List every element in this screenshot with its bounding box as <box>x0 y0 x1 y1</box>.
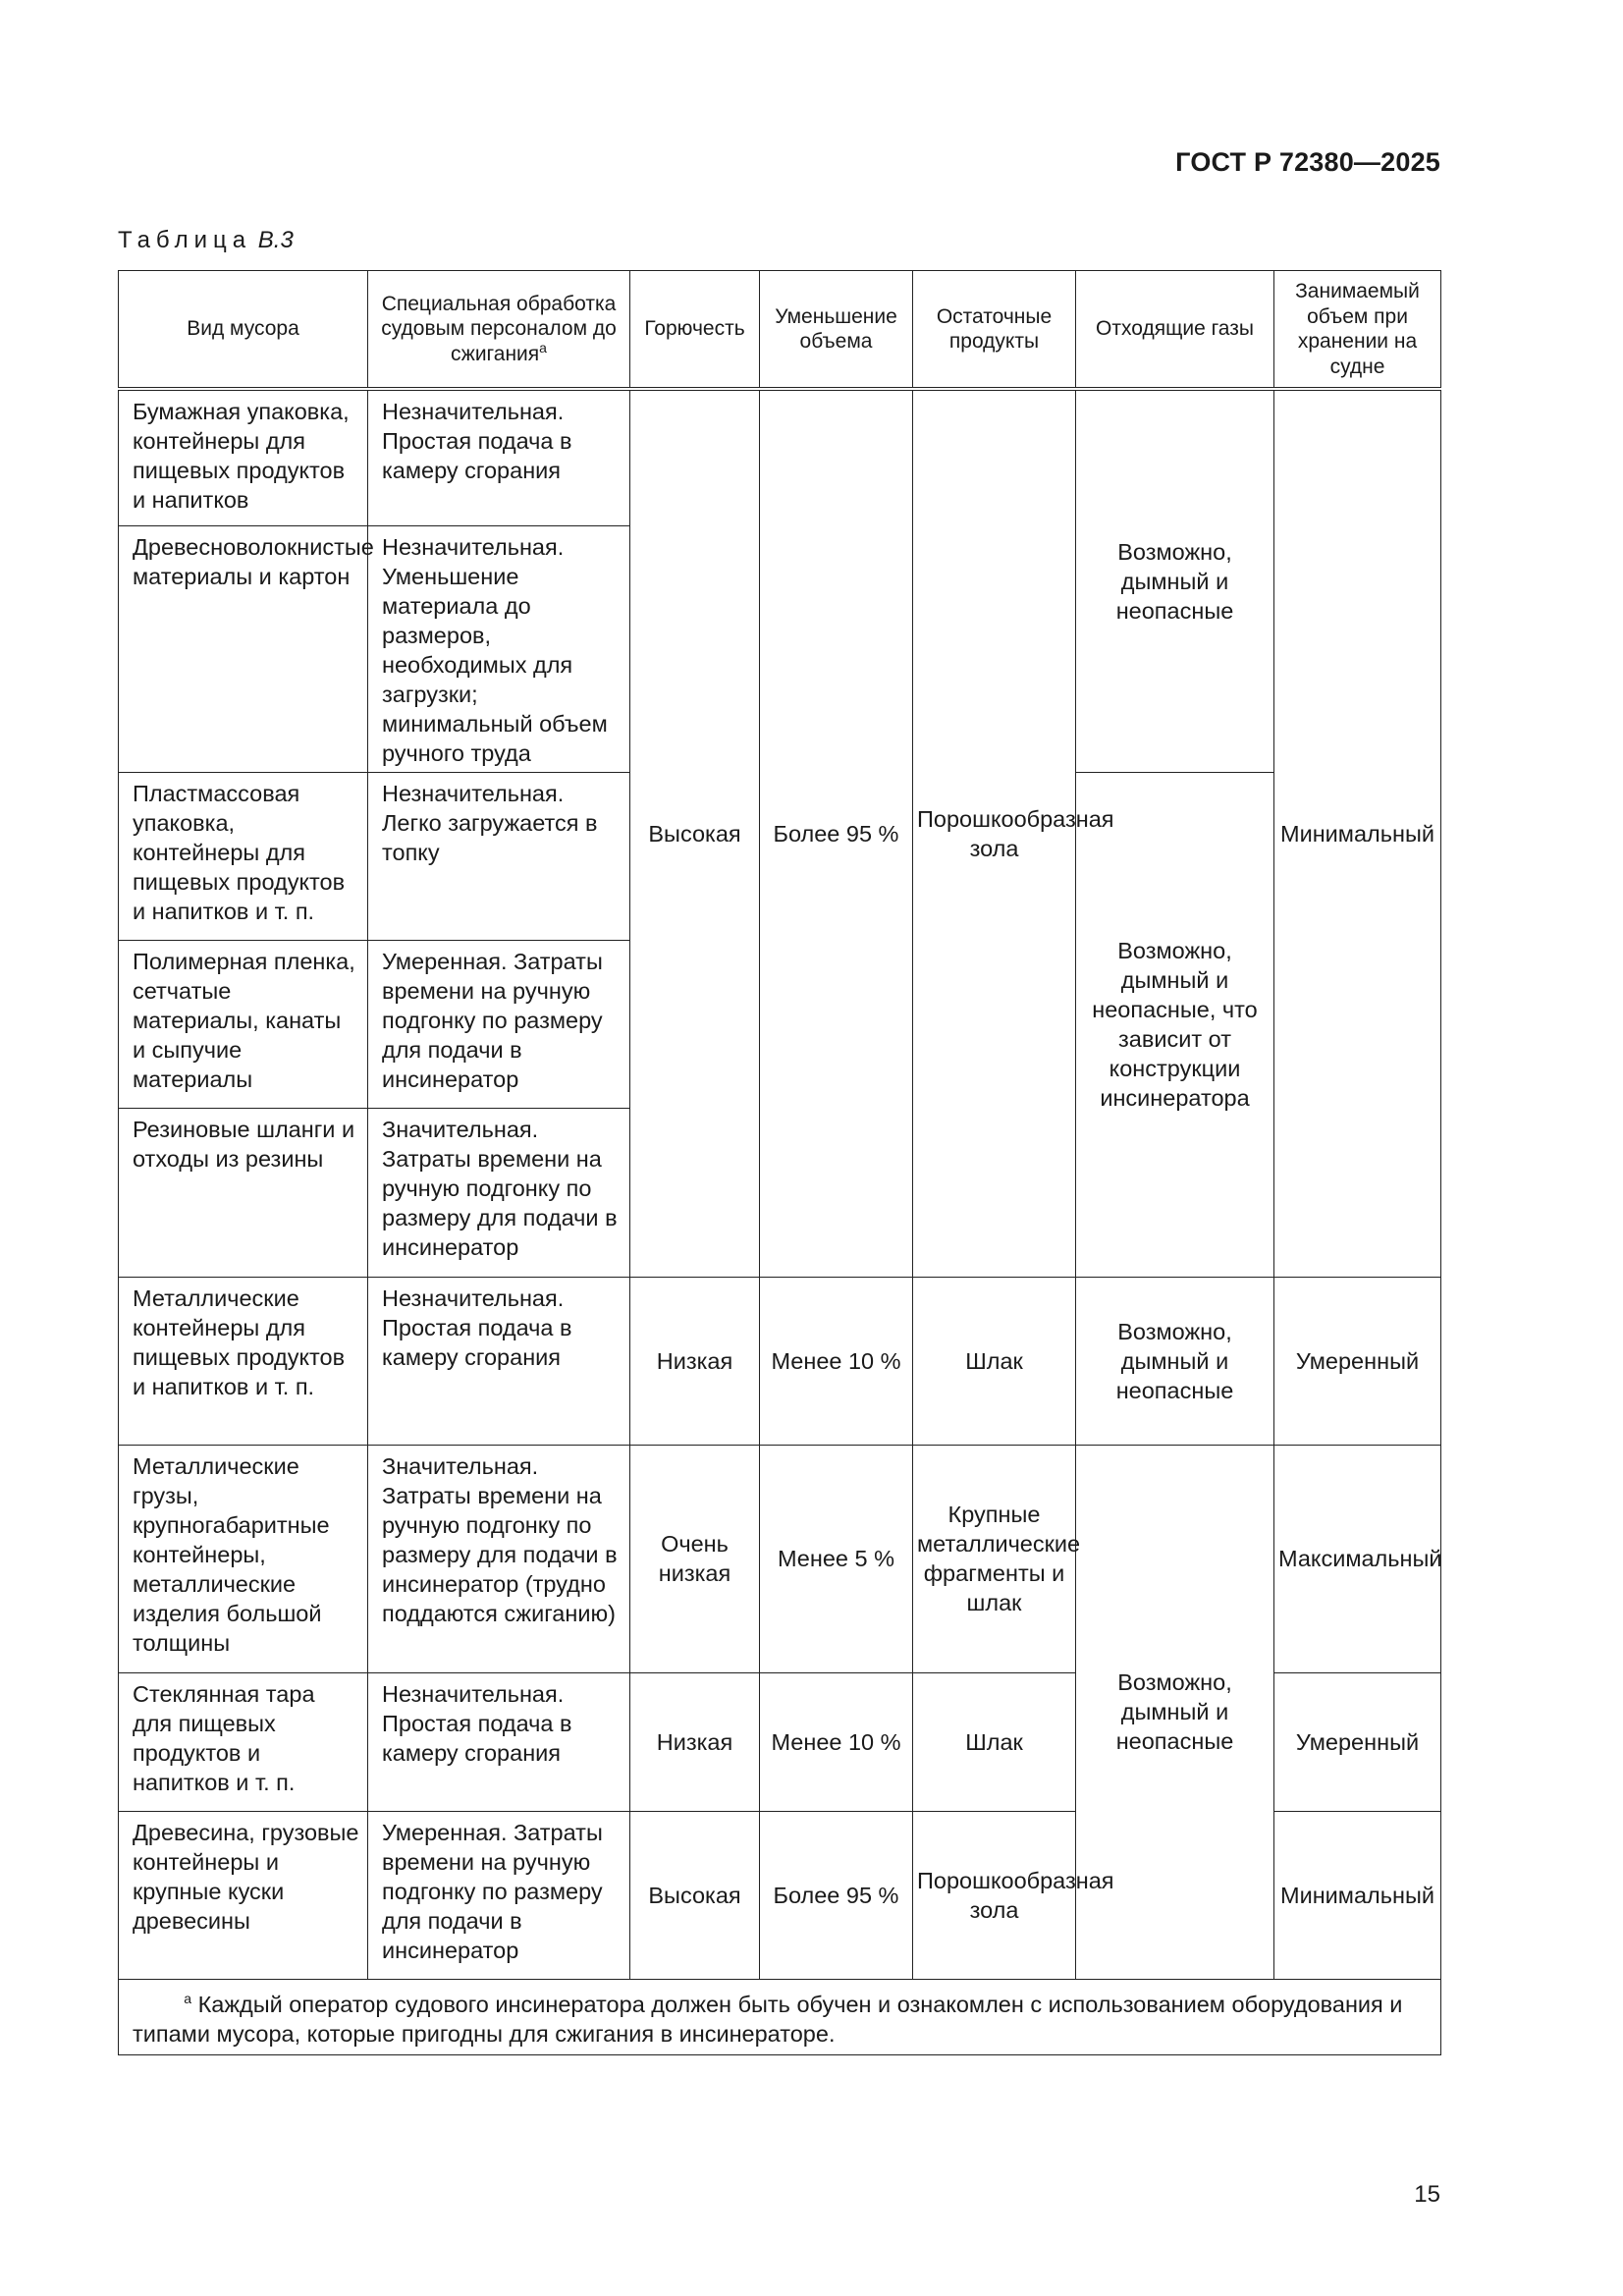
waste-type-cell: Резиновые шланги и отходы из резины <box>119 1108 368 1277</box>
waste-type-cell: Металлические контейнеры для пищевых продуктов и напитков и т. п. <box>119 1277 368 1445</box>
storage-volume-cell: Умеренный <box>1274 1277 1441 1445</box>
flammability-cell: Низкая <box>630 1277 760 1445</box>
volume-reduction-cell: Менее 10 % <box>760 1277 913 1445</box>
exhaust-gases-cell: Возможно, дымный и неопасные <box>1076 389 1274 772</box>
footnote-marker: а <box>539 339 547 355</box>
residue-cell: Порошкообразная зола <box>913 389 1076 1277</box>
table-footnote-row <box>119 1979 1441 2054</box>
table-footnote <box>119 1979 1441 2054</box>
column-header-volume-reduction: Уменьшение объема <box>760 271 913 390</box>
table-caption-number: В.3 <box>257 227 294 253</box>
flammability-cell: Высокая <box>630 389 760 1277</box>
processing-cell: Незначительная. Уменьшение материала до размеров, необходимых для загрузки; минимальный объем ручного труда <box>368 525 630 772</box>
residue-cell: Порошкообразная зола <box>913 1811 1076 1979</box>
exhaust-gases-cell: Возможно, дымный и неопасные <box>1076 1445 1274 1979</box>
waste-incineration-table <box>118 270 1441 2055</box>
processing-cell: Значительная. Затраты времени на ручную подгонку по размеру для подачи в инсинератор (трудно поддаются сжиганию) <box>368 1445 630 1672</box>
volume-reduction-cell: Более 95 % <box>760 389 913 1277</box>
table-row <box>119 1277 1441 1445</box>
column-header-processing <box>368 271 630 390</box>
column-header-waste-type: Вид мусора <box>119 271 368 390</box>
exhaust-gases-cell: Возможно, дымный и неопасные <box>1076 1277 1274 1445</box>
column-header-flammability: Горючесть <box>630 271 760 390</box>
exhaust-gases-cell: Возможно, дымный и неопасные, что зависит от конструкции инсинератора <box>1076 772 1274 1277</box>
waste-type-cell: Полимерная пленка, сетчатые материалы, канаты и сыпучие материалы <box>119 940 368 1108</box>
footnote-text: Каждый оператор судового инсинератора должен быть обучен и ознакомлен с использованием оборудования и типами мусора, которые пригодны для сжигания в инсинераторе. <box>133 1991 1403 2047</box>
flammability-cell: Низкая <box>630 1672 760 1811</box>
processing-cell: Значительная. Затраты времени на ручную подгонку по размеру для подачи в инсинератор <box>368 1108 630 1277</box>
residue-cell: Крупные металлические фрагменты и шлак <box>913 1445 1076 1672</box>
waste-type-cell: Металлические грузы, крупногабаритные контейнеры, металлические изделия большой толщины <box>119 1445 368 1672</box>
storage-volume-cell: Минимальный <box>1274 1811 1441 1979</box>
table-row <box>119 1445 1441 1672</box>
waste-type-cell: Древесина, грузовые контейнеры и крупные куски древесины <box>119 1811 368 1979</box>
document-code: ГОСТ Р 72380—2025 <box>1175 147 1440 177</box>
waste-type-cell: Пластмассовая упаковка, контейнеры для пищевых продуктов и напитков и т. п. <box>119 772 368 940</box>
processing-cell: Незначительная. Простая подача в камеру сгорания <box>368 1277 630 1445</box>
table-header-row <box>119 271 1441 390</box>
flammability-cell: Высокая <box>630 1811 760 1979</box>
column-header-residue: Остаточные продукты <box>913 271 1076 390</box>
storage-volume-cell: Минимальный <box>1274 389 1441 1277</box>
waste-type-cell: Древесноволокнистые материалы и картон <box>119 525 368 772</box>
volume-reduction-cell: Менее 10 % <box>760 1672 913 1811</box>
volume-reduction-cell: Более 95 % <box>760 1811 913 1979</box>
residue-cell: Шлак <box>913 1672 1076 1811</box>
storage-volume-cell: Умеренный <box>1274 1672 1441 1811</box>
processing-cell: Незначительная. Простая подача в камеру сгорания <box>368 1672 630 1811</box>
footnote-marker: а <box>184 1990 192 2006</box>
waste-type-cell: Бумажная упаковка, контейнеры для пищевых продуктов и напитков <box>119 389 368 525</box>
processing-cell: Умеренная. Затраты времени на ручную подгонку по размеру для подачи в инсинератор <box>368 1811 630 1979</box>
residue-cell: Шлак <box>913 1277 1076 1445</box>
table-caption <box>118 227 294 254</box>
waste-type-cell: Стеклянная тара для пищевых продуктов и напитков и т. п. <box>119 1672 368 1811</box>
processing-cell: Незначительная. Легко загружается в топку <box>368 772 630 940</box>
column-header-storage-volume: Занимаемый объем при хранении на судне <box>1274 271 1441 390</box>
column-header-processing-text: Специальная обработка судовым персоналом до сжигания <box>381 292 617 365</box>
storage-volume-cell: Максимальный <box>1274 1445 1441 1672</box>
table-caption-label: Таблица <box>118 227 252 253</box>
column-header-exhaust-gases: Отходящие газы <box>1076 271 1274 390</box>
table-row <box>119 389 1441 525</box>
volume-reduction-cell: Менее 5 % <box>760 1445 913 1672</box>
processing-cell: Умеренная. Затраты времени на ручную подгонку по размеру для подачи в инсинератор <box>368 940 630 1108</box>
processing-cell: Незначительная. Простая подача в камеру сгорания <box>368 389 630 525</box>
flammability-cell: Очень низкая <box>630 1445 760 1672</box>
page-number: 15 <box>1414 2181 1440 2208</box>
